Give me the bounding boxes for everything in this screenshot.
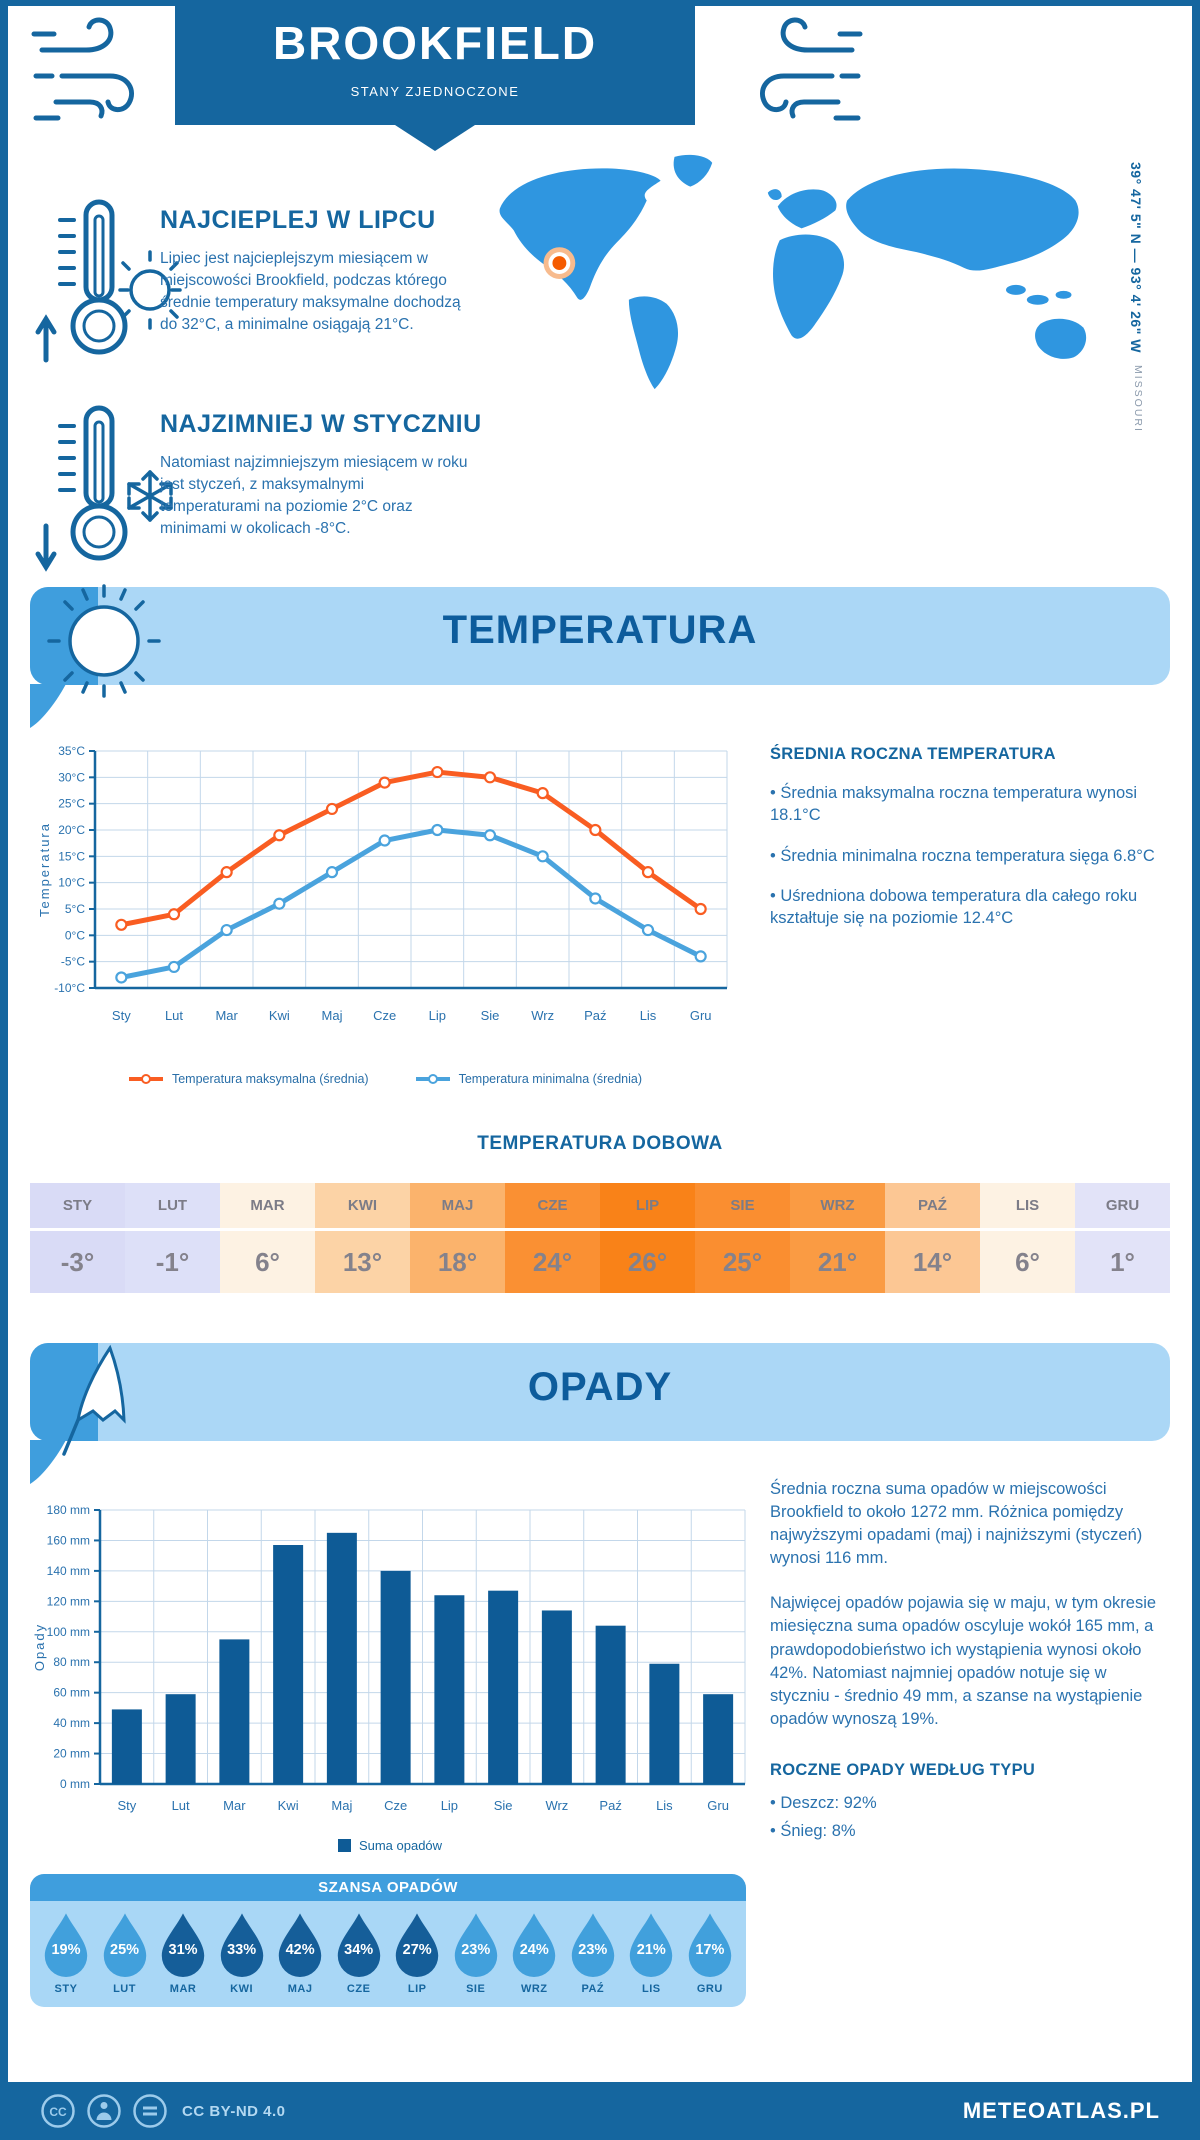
annual-temp-heading: ŚREDNIA ROCZNA TEMPERATURA <box>770 745 1056 763</box>
value-cell: 13° <box>315 1231 410 1293</box>
svg-text:Wrz: Wrz <box>545 1798 569 1813</box>
precip-type-bullet-1: • Deszcz: 92% <box>770 1793 877 1812</box>
droplet <box>623 1911 679 1995</box>
droplet <box>389 1911 445 1995</box>
svg-text:Cze: Cze <box>384 1798 408 1813</box>
region-label: MISSOURI <box>1132 364 1144 433</box>
month-cell: STY <box>30 1183 125 1231</box>
legend-swatch <box>338 1839 351 1852</box>
warm-highlight-title: NAJCIEPLEJ W LIPCU <box>160 206 436 234</box>
droplet <box>506 1911 562 1995</box>
droplet-value: 42% <box>285 1942 315 1958</box>
svg-text:80 mm: 80 mm <box>53 1655 90 1670</box>
warm-highlight-text: Lipiec jest najcieplejszym miesiącem w miejscowości Brookfield, podczas którego średnie temperatury maksymalne dochodzą do 32°C, a minimalne osiągają 21°C. <box>160 250 461 333</box>
svg-text:60 mm: 60 mm <box>53 1685 90 1700</box>
month-cell: SIE <box>695 1183 790 1231</box>
table-column <box>220 1183 315 1293</box>
droplet-month: LUT <box>113 1983 136 1995</box>
svg-text:160 mm: 160 mm <box>46 1533 90 1548</box>
chance-title: SZANSA OPADÓW <box>30 1874 746 1901</box>
svg-text:Lip: Lip <box>440 1798 459 1813</box>
svg-text:Paź: Paź <box>584 1008 607 1023</box>
month-cell: GRU <box>1075 1183 1170 1231</box>
precip-type-heading: ROCZNE OPADY WEDŁUG TYPU <box>770 1760 1036 1779</box>
svg-text:-5°C: -5°C <box>60 954 85 969</box>
svg-text:Lis: Lis <box>639 1008 657 1023</box>
table-column <box>695 1183 790 1293</box>
table-column <box>1075 1183 1170 1293</box>
droplet <box>38 1911 94 1995</box>
svg-text:20 mm: 20 mm <box>53 1746 90 1761</box>
value-cell: 21° <box>790 1231 885 1293</box>
droplet <box>272 1911 328 1995</box>
wind-icon-right <box>742 14 866 131</box>
table-column <box>315 1183 410 1293</box>
svg-text:180 mm: 180 mm <box>46 1503 90 1517</box>
droplet-value: 31% <box>168 1942 198 1958</box>
legend-line-icon <box>415 1073 451 1085</box>
precipitation-paragraph-2: Najwięcej opadów pojawia się w maju, w tym okresie miesięczna suma opadów oscyluje wokół 165 mm, a prawdopodobieństwo ich wystąpienia wynosi około 42%. Natomiast najmniej opadów notuje się w styczniu - średnio 49 mm, a szanse na wystąpienie opadów wynoszą 19%. <box>770 1594 1157 1728</box>
svg-text:Lut: Lut <box>164 1008 184 1023</box>
legend-item <box>415 1072 642 1086</box>
frame-right <box>1192 0 1200 2140</box>
droplet-month: MAJ <box>287 1983 313 1995</box>
wind-icon-left <box>28 14 152 131</box>
precipitation-panel <box>770 1478 1170 1842</box>
droplet <box>331 1911 387 1995</box>
legend-line-icon <box>128 1073 164 1085</box>
droplet-value: 27% <box>402 1942 432 1958</box>
month-cell: MAJ <box>410 1183 505 1231</box>
svg-text:Lut: Lut <box>171 1798 190 1813</box>
precipitation-paragraph-1: Średnia roczna suma opadów w miejscowości Brookfield to około 1272 mm. Różnica pomiędzy najwyższymi opadami (maj) i najniższymi (styczeń) wynosi 116 mm. <box>770 1480 1143 1568</box>
precipitation-chart <box>30 1496 750 1826</box>
droplet-month: PAŹ <box>581 1983 605 1995</box>
table-column <box>505 1183 600 1293</box>
svg-text:25°C: 25°C <box>58 796 85 811</box>
temperature-chart <box>35 738 735 1050</box>
month-cell: LIP <box>600 1183 695 1231</box>
annual-temp-bullet-2: • Średnia minimalna roczna temperatura sięga 6.8°C <box>770 846 1155 865</box>
svg-text:0°C: 0°C <box>64 928 85 943</box>
temperature-title: TEMPERATURA <box>442 608 758 652</box>
table-column <box>885 1183 980 1293</box>
month-cell: PAŹ <box>885 1183 980 1231</box>
svg-text:Paź: Paź <box>599 1798 622 1813</box>
page-title: BROOKFIELD <box>272 17 598 69</box>
droplet <box>214 1911 270 1995</box>
droplet <box>448 1911 504 1995</box>
svg-text:Maj: Maj <box>331 1798 353 1813</box>
droplet-value: 23% <box>461 1942 491 1958</box>
svg-text:Kwi: Kwi <box>277 1798 299 1813</box>
droplet-value: 17% <box>695 1942 725 1958</box>
value-cell: 25° <box>695 1231 790 1293</box>
droplet-value: 25% <box>110 1942 140 1958</box>
droplet <box>155 1911 211 1995</box>
svg-text:5°C: 5°C <box>64 902 85 916</box>
droplet-month: WRZ <box>520 1983 548 1995</box>
month-cell: LIS <box>980 1183 1075 1231</box>
droplet-value: 19% <box>51 1942 81 1958</box>
month-cell: WRZ <box>790 1183 885 1231</box>
svg-text:Wrz: Wrz <box>531 1008 555 1023</box>
droplet-month: GRU <box>696 1983 723 1995</box>
svg-text:120 mm: 120 mm <box>46 1594 90 1609</box>
cold-highlight-text: Natomiast najzimniejszym miesiącem w roku jest styczeń, z maksymalnymi temperaturami na poziomie 2°C oraz minimami w okolicach -8°C. <box>160 454 468 537</box>
month-cell: CZE <box>505 1183 600 1231</box>
coordinates-label: 39° 47' 5" N — 93° 4' 26" W <box>1128 162 1144 353</box>
annual-temp-bullet-3: • Uśredniona dobowa temperatura dla całego roku kształtuje się na poziomie 12.4°C <box>770 886 1138 928</box>
svg-text:100 mm: 100 mm <box>46 1624 90 1639</box>
droplet <box>682 1911 738 1995</box>
header-banner <box>175 0 695 125</box>
table-column <box>600 1183 695 1293</box>
footer <box>0 2082 1200 2140</box>
droplet-month: KWI <box>230 1983 254 1995</box>
no-derivatives-icon <box>132 2093 168 2129</box>
table-column <box>980 1183 1075 1293</box>
page-subtitle: STANY ZJEDNOCZONE <box>350 84 520 99</box>
svg-text:20°C: 20°C <box>58 823 85 837</box>
frame-left <box>0 0 8 2140</box>
svg-text:10°C: 10°C <box>58 875 85 890</box>
svg-text:Mar: Mar <box>223 1798 246 1813</box>
location-marker <box>544 247 576 279</box>
svg-text:0 mm: 0 mm <box>60 1777 90 1791</box>
value-cell: 6° <box>220 1231 315 1293</box>
cc-icon <box>40 2093 76 2129</box>
precipitation-legend <box>30 1838 750 1853</box>
site-label: METEOATLAS.PL <box>962 2098 1160 2123</box>
precipitation-title: OPADY <box>527 1365 673 1409</box>
temperature-legend <box>35 1072 735 1086</box>
value-cell: 26° <box>600 1231 695 1293</box>
svg-text:Sty: Sty <box>111 1008 131 1023</box>
daily-temp-table <box>30 1183 1170 1293</box>
droplet-value: 24% <box>519 1942 549 1958</box>
svg-text:Opady: Opady <box>32 1622 47 1672</box>
value-cell: 14° <box>885 1231 980 1293</box>
license-label: CC BY-ND 4.0 <box>182 2102 286 2120</box>
svg-text:-10°C: -10°C <box>54 981 85 995</box>
droplet-month: CZE <box>346 1983 371 1995</box>
table-column <box>30 1183 125 1293</box>
value-cell: 6° <box>980 1231 1075 1293</box>
droplet-month: MAR <box>169 1983 197 1995</box>
droplet-month: LIS <box>642 1983 661 1995</box>
svg-text:Sie: Sie <box>493 1798 513 1813</box>
value-cell: 24° <box>505 1231 600 1293</box>
svg-text:Lip: Lip <box>428 1008 447 1023</box>
value-cell: -1° <box>125 1231 220 1293</box>
legend-item-label: Temperatura maksymalna (średnia) <box>171 1072 369 1086</box>
legend-item-label: Temperatura minimalna (średnia) <box>458 1072 642 1086</box>
world-map <box>480 148 1135 403</box>
legend-item <box>128 1072 369 1086</box>
droplet-month: LIP <box>407 1983 427 1995</box>
droplet <box>97 1911 153 1995</box>
value-cell: -3° <box>30 1231 125 1293</box>
value-cell: 1° <box>1075 1231 1170 1293</box>
svg-text:35°C: 35°C <box>58 744 85 758</box>
month-cell: MAR <box>220 1183 315 1231</box>
legend-label: Suma opadów <box>358 1838 443 1853</box>
droplet-value: 33% <box>227 1942 257 1958</box>
droplet-value: 21% <box>636 1942 666 1958</box>
annual-temp-bullet-1: • Średnia maksymalna roczna temperatura wynosi 18.1°C <box>770 784 1138 825</box>
chance-droplets <box>30 1901 746 2007</box>
svg-text:Gru: Gru <box>707 1798 729 1813</box>
table-column <box>125 1183 220 1293</box>
month-cell: LUT <box>125 1183 220 1231</box>
droplet-value: 23% <box>578 1942 608 1958</box>
droplet <box>565 1911 621 1995</box>
svg-text:Temperatura: Temperatura <box>37 822 52 917</box>
attribution-icon <box>86 2093 122 2129</box>
svg-text:15°C: 15°C <box>58 849 85 864</box>
annual-temp-panel <box>770 745 1170 929</box>
license-icons <box>40 2093 168 2129</box>
precip-type-bullet-2: • Śnieg: 8% <box>770 1822 856 1841</box>
svg-text:Maj: Maj <box>321 1008 343 1023</box>
svg-text:Mar: Mar <box>215 1008 238 1023</box>
chance-box <box>30 1874 746 2007</box>
svg-text:Gru: Gru <box>689 1008 712 1023</box>
droplet-month: STY <box>54 1983 78 1995</box>
svg-text:140 mm: 140 mm <box>46 1563 90 1578</box>
month-cell: KWI <box>315 1183 410 1231</box>
svg-text:30°C: 30°C <box>58 770 85 785</box>
header-banner-point <box>395 125 475 151</box>
svg-text:Lis: Lis <box>656 1798 673 1813</box>
value-cell: 18° <box>410 1231 505 1293</box>
table-column <box>410 1183 505 1293</box>
coordinates-block <box>1128 162 1144 442</box>
svg-text:Cze: Cze <box>373 1008 397 1023</box>
daily-temp-title: TEMPERATURA DOBOWA <box>477 1133 723 1154</box>
droplet-month: SIE <box>466 1983 486 1995</box>
svg-text:Sty: Sty <box>117 1798 137 1813</box>
svg-text:CC: CC <box>49 2105 67 2119</box>
table-column <box>790 1183 885 1293</box>
cold-highlight-title: NAJZIMNIEJ W STYCZNIU <box>160 410 482 438</box>
svg-text:Sie: Sie <box>480 1008 500 1023</box>
svg-text:Kwi: Kwi <box>268 1008 290 1023</box>
droplet-value: 34% <box>344 1942 374 1958</box>
svg-text:40 mm: 40 mm <box>53 1716 90 1731</box>
